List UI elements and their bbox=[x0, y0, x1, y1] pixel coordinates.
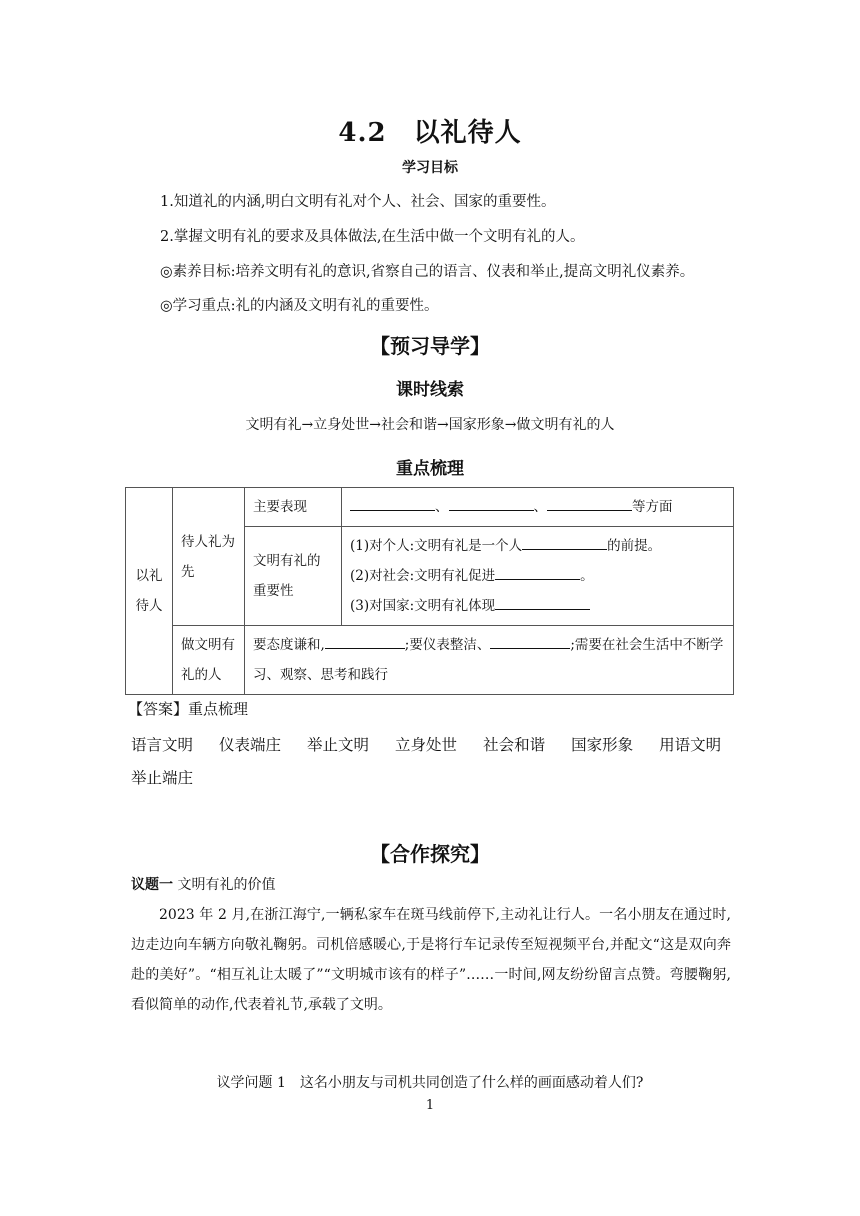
objective-item: 1.知道礼的内涵,明白文明有礼对个人、社会、国家的重要性。 bbox=[160, 194, 556, 210]
topic-line bbox=[131, 874, 275, 894]
page-title: 4.2 以礼待人 bbox=[338, 118, 522, 148]
answer-list bbox=[131, 733, 721, 755]
answer-item: 语言文明 bbox=[131, 736, 194, 754]
clue-text: 文明有礼→立身处世→社会和谐→国家形象→做文明有礼的人 bbox=[245, 417, 615, 433]
answer-item: 仪表端庄 bbox=[219, 736, 282, 754]
key-points-table bbox=[125, 487, 734, 695]
answer-item: 举止文明 bbox=[307, 736, 370, 754]
answer-item: 国家形象 bbox=[571, 736, 634, 754]
answer-item: 举止端庄 bbox=[131, 769, 194, 787]
discussion-question: 议学问题 1 这名小朋友与司机共同创造了什么样的画面感动着人们? bbox=[216, 1075, 644, 1091]
objective-item: ◎学习重点:礼的内涵及文明有礼的重要性。 bbox=[160, 298, 439, 314]
objectives-heading: 学习目标 bbox=[402, 160, 458, 176]
table-content-cell: 要态度谦和, ;要仪表整洁、 ;需要在社会生活中不断学习、观察、思考和践行 bbox=[245, 626, 734, 695]
answer-item: 立身处世 bbox=[395, 736, 458, 754]
fill-blank[interactable] bbox=[522, 533, 607, 550]
table-content-cell: 、 、 等方面 bbox=[342, 488, 734, 527]
topic-title: 文明有礼的价值 bbox=[177, 877, 276, 893]
key-points-heading: 重点梳理 bbox=[396, 459, 464, 479]
answer-item: 用语文明 bbox=[659, 736, 722, 754]
topic-label: 议题一 bbox=[131, 877, 173, 893]
answer-item: 社会和谐 bbox=[483, 736, 546, 754]
table-root-cell: 以礼待人 bbox=[126, 488, 173, 695]
fill-blank[interactable] bbox=[495, 593, 590, 610]
objective-item: ◎素养目标:培养文明有礼的意识,省察自己的语言、仪表和举止,提高文明礼仪素养。 bbox=[160, 264, 695, 280]
answer-heading: 【答案】重点梳理 bbox=[128, 700, 249, 718]
table-label-cell: 主要表现 bbox=[245, 488, 342, 527]
cooperation-section-heading: 【合作探究】 bbox=[370, 842, 490, 866]
objective-item: 2.掌握文明有礼的要求及具体做法,在生活中做一个文明有礼的人。 bbox=[160, 229, 585, 245]
table-branch-cell: 做文明有礼的人 bbox=[173, 626, 245, 695]
fill-blank[interactable] bbox=[350, 494, 435, 511]
table-label-cell: 文明有礼的重要性 bbox=[245, 527, 342, 626]
table-branch-cell: 待人礼为先 bbox=[173, 488, 245, 626]
fill-blank[interactable] bbox=[547, 494, 632, 511]
story-paragraph: 2023 年 2 月,在浙江海宁,一辆私家车在斑马线前停下,主动礼让行人。一名小朋友在通过时,边走边向车辆方向敬礼鞠躬。司机倍感暖心,于是将行车记录传至短视频平台,并配文“这是双向奔赴的美好”。“相互礼让太暖了”“文明城市该有的样子”……一时间,网友纷纷留言点赞。弯腰鞠躬,看似简单的动作,代表着礼节,承载了文明。 bbox=[131, 907, 731, 1013]
page-number: 1 bbox=[425, 1098, 435, 1113]
fill-blank[interactable] bbox=[495, 563, 580, 580]
table-content-cell: (1)对个人:文明有礼是一个人 的前提。 (2)对社会:文明有礼促进 。 (3)对国家:文明有礼体现 bbox=[342, 527, 734, 626]
fill-blank[interactable] bbox=[490, 632, 570, 649]
answer-list-continued bbox=[131, 766, 219, 788]
fill-blank[interactable] bbox=[325, 632, 405, 649]
fill-blank[interactable] bbox=[449, 494, 534, 511]
preview-section-heading: 【预习导学】 bbox=[370, 334, 490, 358]
clue-heading: 课时线索 bbox=[396, 380, 464, 400]
